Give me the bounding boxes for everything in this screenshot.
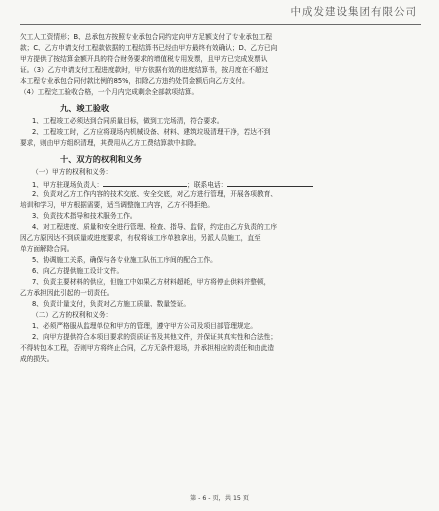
- page-number: 第 - 6 - 页，共 15 页: [189, 495, 249, 502]
- company-header: 中成发建设集团有限公司: [290, 6, 417, 18]
- header-divider: [20, 24, 421, 25]
- contact-line: [20, 178, 420, 189]
- text-line: 7、负责主要材料的供应，但施工中如果乙方材料超耗，甲方将停止供料并整顿，: [32, 278, 271, 286]
- text-line: 不得转包本工程，否则甲方将终止合同，乙方无条件退场，并承担相应的责任和由此造: [20, 344, 275, 352]
- contact-person-label: 1、甲方驻现场负责人：: [32, 181, 104, 189]
- text-line: 证。（3）乙方申请支付工程进度款时，甲方依据有效的进度结算书，按月度在不超过: [20, 66, 269, 74]
- text-line: 5、协调施工关系，确保与各专业施工队伍工序间的配合工作。: [32, 256, 217, 264]
- text-line: 3、负责技术指导和技术服务工作。: [32, 212, 137, 220]
- text-line: 款；C、乙方申请支付工程款依据的工程结算书已经由甲方最终有效确认；D、乙方已向: [20, 44, 278, 52]
- text-line: 乙方承担因此引起的一切责任。: [20, 289, 114, 297]
- rights-section: [20, 167, 420, 365]
- text-line: 单方面解除合同。: [20, 245, 74, 253]
- acceptance-section: [20, 116, 420, 149]
- text-line: 1、工程竣工必须达到合同质量目标，做到工完场清，符合要求。: [32, 117, 224, 125]
- text-line: 本工程专业承包合同付款比例的85%，扣除乙方违约处罚金额后向乙方支付。: [20, 77, 249, 85]
- text-line: 2、负责对乙方工作内容的技术交底、安全交底，对乙方进行管理，开展各项教育、: [32, 190, 278, 198]
- contact-person-blank: [103, 178, 187, 187]
- subsection-heading-party-a: （一）甲方的权利和义务：: [32, 168, 113, 176]
- text-line: 6、向乙方提供施工设计文件。: [32, 267, 124, 275]
- text-line: 欠工人工资情形；B、总承包方按照专业承包合同约定向甲方足额支付了专业承包工程: [20, 33, 273, 41]
- text-line: （4）工程完工验收合格，一个月内完成剩余全部款项结算。: [20, 88, 199, 96]
- contact-phone-label: ；联系电话：: [187, 181, 228, 189]
- subsection-heading-party-b: （二）乙方的权利和义务：: [32, 311, 113, 319]
- text-line: 2、向甲方提供符合本项目要求的资质证书及其他文件，并保证其真实性和合法性；: [32, 333, 278, 341]
- section-heading-rights: 十、双方的权利和义务: [60, 154, 142, 164]
- text-line: 要求，则由甲方组织清理，其费用从乙方工费结算款中扣除。: [20, 139, 201, 147]
- text-line: 4、对工程进度、质量和安全进行管理、检查、指导、监督，约定由乙方负责的工序: [32, 223, 278, 231]
- contact-phone-blank: [227, 178, 313, 187]
- payment-terms: [20, 32, 420, 98]
- document-body: [20, 32, 420, 365]
- text-line: 2、工程竣工时，乙方应将现场内机械设备、材料、建筑垃圾清理干净，若达不到: [32, 128, 271, 136]
- text-line: 甲方提供了按结算金额开具的符合财务要求的增值税专用发票，且甲方已完成发票认: [20, 55, 268, 63]
- text-line: 8、负责计量支付，负责对乙方施工质量、数量签证。: [32, 300, 191, 308]
- text-line: 成的损失。: [20, 355, 54, 363]
- text-line: 培训和学习，甲方根据需要，适当调整施工内容，乙方不得拒绝。: [20, 201, 214, 209]
- text-line: 因乙方原因达不到质量或进度要求，有权将该工序单独拿出，另派人员施工，直至: [20, 234, 261, 242]
- text-line: 1、必须严格服从监理单位和甲方的管理，遵守甲方公司及项目部管理规定。: [32, 322, 257, 330]
- section-heading-acceptance: 九、竣工验收: [60, 103, 110, 113]
